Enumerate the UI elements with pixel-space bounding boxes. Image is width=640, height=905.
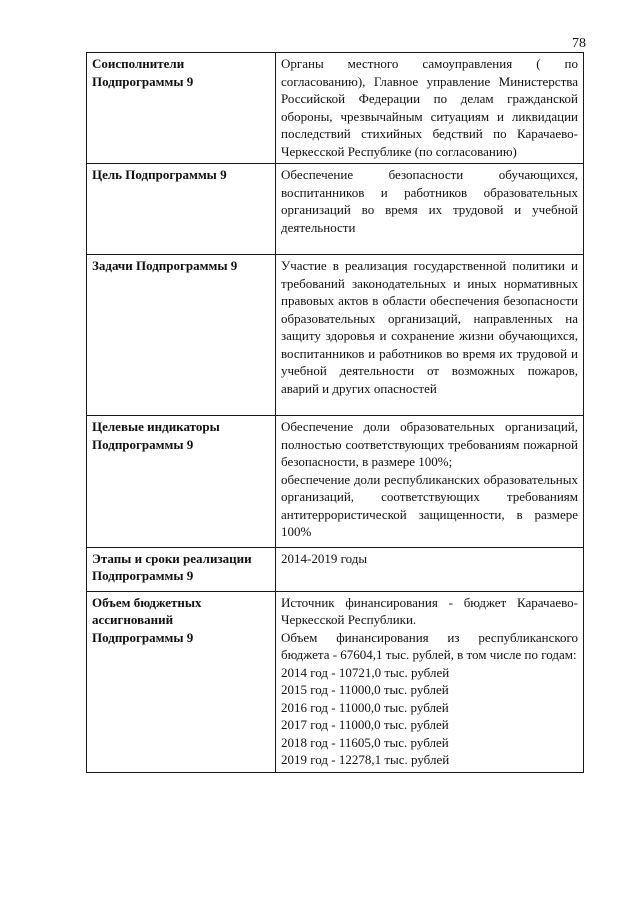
value-text: Обеспечение доли образовательных организаций, полностью соответствующих требованиям пожарной безопасности, в размере 100%;	[281, 419, 578, 469]
value-text: Органы местного самоуправления ( по согласованию), Главное управление Министерства Российской Федерации по делам гражданской обороны, чрезвычайным ситуациям и ликвидации последствий стихийных бедствий по Карачаево-Черкесской Республике (по согласованию)	[281, 56, 578, 159]
row-label	[87, 164, 276, 255]
label-line: Этапы и сроки реализации Подпрограммы 9	[92, 550, 252, 583]
label-line: Подпрограммы 9	[92, 629, 194, 645]
row-label	[87, 255, 276, 416]
row-label	[87, 591, 276, 772]
page-number: 78	[572, 36, 586, 51]
value-text: Обеспечение безопасности обучающихся, воспитанников и работников образовательных организаций во время их трудовой и учебной деятельности	[281, 167, 578, 235]
subprogram-passport-table	[86, 52, 584, 773]
row-value	[276, 53, 584, 164]
table-row-tasks	[87, 255, 584, 416]
budget-year-line: 2019 год - 12278,1 тыс. рублей	[281, 752, 450, 767]
label-line: Задачи Подпрограммы 9	[92, 258, 238, 273]
value-text: 2014-2019 годы	[281, 550, 368, 566]
budget-year-line: 2016 год - 11000,0 тыс. рублей	[281, 699, 449, 715]
row-label	[87, 53, 276, 164]
row-value	[276, 416, 584, 548]
label-line: Объем бюджетных	[92, 594, 202, 610]
row-value	[276, 591, 584, 772]
label-line: Цель Подпрограммы 9	[92, 167, 227, 182]
row-value	[276, 164, 584, 255]
label-line: ассигнований	[92, 612, 174, 627]
label-line: Целевые индикаторы	[92, 419, 220, 434]
table-row-goal	[87, 164, 584, 255]
budget-year-line: 2014 год - 10721,0 тыс. рублей	[281, 664, 450, 680]
budget-year-line: 2015 год - 11000,0 тыс. рублей	[281, 682, 449, 697]
row-label	[87, 547, 276, 591]
value-text: Участие в реализация государственной политики и требований законодательных и иных нормативных правовых актов в области обеспечения безопасности образовательных организаций, направленных на защиту здоровья и сохранение жизни обучающихся, воспитанников и работников во время их трудовой и учебной деятельности от возможных пожаров, аварий и других опасностей	[281, 258, 578, 396]
value-text: обеспечение доли республиканских образовательных организаций, соответствующих требованиям антитеррористической защищенности, в размере 100%	[281, 471, 578, 539]
value-text: Объем финансирования из республиканского бюджета - 67604,1 тыс. рублей, в том числе по годам:	[281, 629, 578, 662]
budget-year-line: 2018 год - 11605,0 тыс. рублей	[281, 734, 449, 750]
label-line: Подпрограммы 9	[92, 73, 194, 89]
table-row-stages	[87, 547, 584, 591]
budget-year-line: 2017 год - 11000,0 тыс. рублей	[281, 717, 449, 732]
label-line: Соисполнители	[92, 56, 185, 71]
row-label	[87, 416, 276, 548]
label-line: Подпрограммы 9	[92, 436, 194, 452]
row-value	[276, 255, 584, 416]
value-text: Источник финансирования - бюджет Карачаево-Черкесской Республики.	[281, 594, 578, 627]
table-row-budget	[87, 591, 584, 772]
table-row-indicators	[87, 416, 584, 548]
row-value	[276, 547, 584, 591]
table-row-coexecutors	[87, 53, 584, 164]
